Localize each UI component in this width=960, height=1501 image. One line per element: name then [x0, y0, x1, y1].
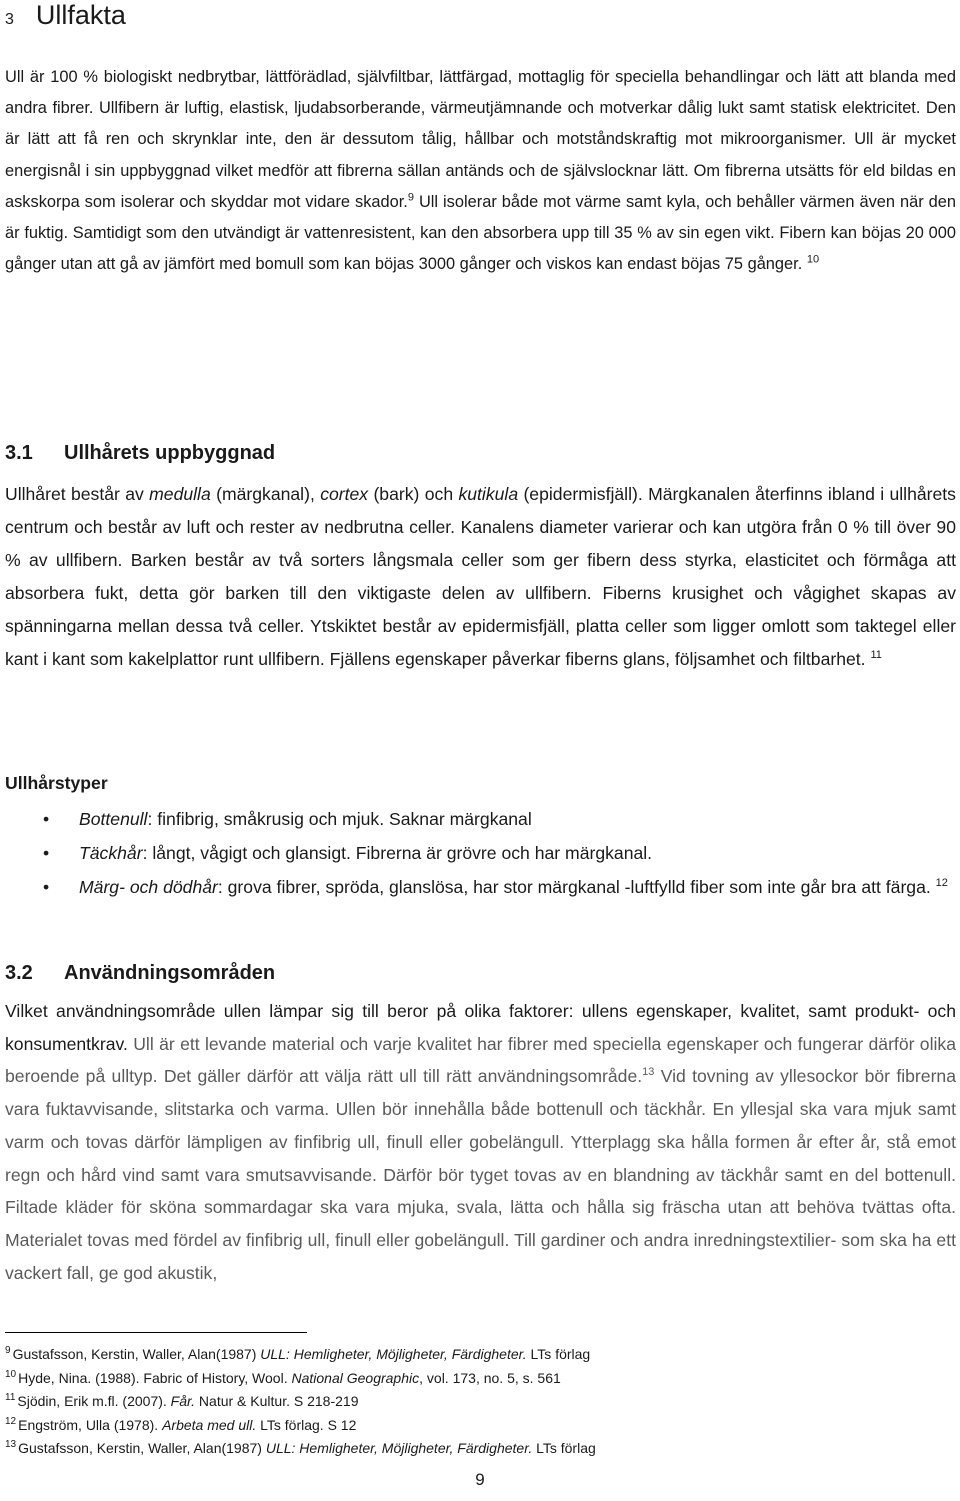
list-item — [5, 837, 956, 870]
footnote-title: Får. — [170, 1393, 196, 1409]
footnote-title: ULL: Hemligheter, Möjligheter, Färdigheter. — [265, 1440, 533, 1456]
bullet-icon: • — [43, 842, 50, 863]
footnote-ref-12[interactable]: 12 — [935, 876, 948, 889]
intro-text-b: Ull isolerar både mot värme samt kyla, och behåller värmen även när den är fuktig. Samtidigt som den utvändigt är vattenresistent, kan den absorbera upp till 35 % av sin egen vikt. Fibern kan böjas 20 000 gånger utan att gå av jämfört med bomull som kan böjas 3000 gånger och viskos kan endast böjas 75 gånger. — [5, 192, 956, 274]
footnote — [5, 1414, 956, 1438]
footnote-number: 10 — [5, 1368, 17, 1380]
usage-text-b: Vid tovning av yllesockor bör fibrerna vara fuktavvisande, slitstarka och varma. Ullen bör innehålla både bottenull och täckhår. En yllesjal ska vara mjuk samt varm och tovas därför lämpligen av finfibrig ull, finull eller gobelängull. Ytterplagg ska hålla formen år efter år, stå emot regn och hård vind samt vara smutsavvisande. Därför bör tyget tovas av en blandning av täckhår samt en del bottenull. Filtade kläder för sköna sommardagar ska vara mjuka, svala, lätta och hålla sig fräscha utan att behöva tvättas ofta. Materialet tovas med fördel av finfibrig ull, finull eller gobelängull. Till gardiner och andra inredningstextilier- som ska ha ett vackert fall, ge god akustik, — [5, 1066, 956, 1283]
footnotes — [5, 1343, 956, 1461]
footnote-text: LTs förlag — [532, 1440, 596, 1456]
structure-text: (bark) och — [368, 484, 459, 504]
chapter-heading — [5, 0, 126, 32]
hairtype-term: Täckhår — [79, 842, 143, 863]
page-number: 9 — [475, 1470, 485, 1489]
intro-paragraph — [5, 62, 956, 280]
footnote-number: 12 — [5, 1415, 17, 1427]
footnote-text: Gustafsson, Kerstin, Waller, Alan(1987) — [12, 1346, 261, 1362]
section-number: 3.1 — [5, 442, 33, 464]
section-title: Användningsområden — [64, 962, 276, 984]
section-number: 3.2 — [5, 962, 33, 984]
footnote-text: LTs förlag. S 12 — [256, 1416, 357, 1433]
footnote-title: National Geographic — [291, 1369, 420, 1386]
footnote-ref-11[interactable]: 11 — [870, 648, 882, 661]
footnote-text: Hyde, Nina. (1988). Fabric of History, Wool. — [18, 1369, 292, 1386]
hairtype-desc: : finfibrig, småkrusig och mjuk. Saknar märgkanal — [147, 809, 532, 829]
term-medulla: medulla — [149, 484, 211, 504]
list-item — [5, 871, 956, 904]
footnote-text: Natur & Kultur. S 218-219 — [195, 1393, 359, 1409]
footnote-title: Arbeta med ull. — [162, 1416, 257, 1433]
footnote-ref-13[interactable]: 13 — [642, 1066, 655, 1079]
usage-paragraph — [5, 995, 956, 1289]
section-heading-3-2 — [5, 962, 275, 985]
usage-text-a: Ull är ett levande material och varje kvalitet har fibrer med speciella egenskaper och fungerar därför olika beroende på ulltyp. Det gäller därför att välja rätt ull till rätt användningsområde. — [5, 1033, 956, 1087]
footnote-text: , vol. 173, no. 5, s. 561 — [419, 1369, 561, 1386]
bullet-icon: • — [43, 809, 50, 829]
chapter-number: 3 — [5, 11, 14, 28]
usage-text-dark: Vilket användningsområde ullen lämpar sig till beror på olika faktorer: ullens egenskaper, kvalitet, samt produkt- och konsumentkrav. — [5, 1001, 956, 1054]
term-cortex: cortex — [320, 484, 369, 504]
footnote-number: 9 — [5, 1345, 11, 1357]
chapter-title: Ullfakta — [35, 0, 126, 30]
footnote — [5, 1390, 956, 1414]
footnote-ref-9[interactable]: 9 — [407, 191, 414, 204]
hairtype-desc: : grova fibrer, spröda, glanslösa, har stor märgkanal -luftfylld fiber som inte går bra att färga. — [217, 876, 931, 897]
footnote-text: Engström, Ulla (1978). — [18, 1416, 163, 1433]
structure-text: (märgkanal), — [210, 484, 321, 504]
list-item — [5, 803, 956, 836]
footnote — [5, 1437, 956, 1461]
hairtype-term: Bottenull — [79, 809, 148, 829]
intro-text-a: Ull är 100 % biologiskt nedbrytbar, lättförädlad, självfiltbar, lättfärgad, mottaglig för speciella behandlingar och lätt att blanda med andra fibrer. Ullfibern är luftig, elastisk, ljudabsorberande, värmeutjämnande och motverkar dålig lukt samt statisk elektricitet. Den är lätt att få ren och skrynklar inte, den är dessutom tålig, hållbar och motståndskraftig mot mikroorganismer. Ull är mycket energisnål i sin uppbyggnad vilket medför att fibrerna sällan antänds och de självslocknar lätt. Om fibrerna utsätts för eld bildas en askskorpa som isolerar och skyddar mot vidare skador. — [5, 68, 956, 211]
hairtypes-list — [5, 803, 956, 905]
hairtype-desc: : långt, vågigt och glansigt. Fibrerna är grövre och har märgkanal. — [142, 842, 653, 863]
footnote — [5, 1367, 956, 1391]
footnote-ref-10[interactable]: 10 — [806, 253, 820, 266]
section-heading-3-1 — [5, 442, 275, 465]
footnote-divider — [5, 1332, 307, 1333]
footnote — [5, 1343, 956, 1367]
bullet-icon: • — [43, 876, 50, 897]
structure-text: Ullhåret består av — [5, 484, 150, 504]
structure-text: (epidermisfjäll). Märgkanalen återfinns ibland i ullhårets centrum och består av luft och rester av nedbrutna celler. Kanalens diameter varierar och kan utgöra från 0 % till över 90 % av ullfibern. Barken består av två sorters långsmala celler som ger fibern dess styrka, elasticitet och förmåga att absorbera fukt, detta gör barken till den viktigaste delen av ullfibern. Fiberns krusighet och vågighet skapas av spänningarna mellan dessa två celler. Ytskiktet består av epidermisfjäll, platta celler som ligger omlott som taktegel eller kant i kant som kakelplattor runt ullfibern. Fjällens egenskaper påverkar fiberns glans, följsamhet och filtbarhet. — [5, 484, 956, 669]
footnote-title: ULL: Hemligheter, Möjligheter, Färdigheter. — [260, 1346, 527, 1362]
footnote-number: 11 — [5, 1392, 16, 1404]
structure-paragraph — [5, 478, 956, 675]
section-title: Ullhårets uppbyggnad — [64, 442, 276, 464]
footnote-number: 13 — [5, 1439, 17, 1451]
footnote-text: LTs förlag — [526, 1346, 591, 1362]
hairtype-term: Märg- och dödhår — [79, 876, 218, 897]
hairtypes-heading: Ullhårstyper — [5, 773, 108, 793]
footnote-text: Sjödin, Erik m.fl. (2007). — [17, 1393, 171, 1409]
term-kutikula: kutikula — [458, 484, 519, 504]
footnote-text: Gustafsson, Kerstin, Waller, Alan(1987) — [18, 1440, 266, 1456]
